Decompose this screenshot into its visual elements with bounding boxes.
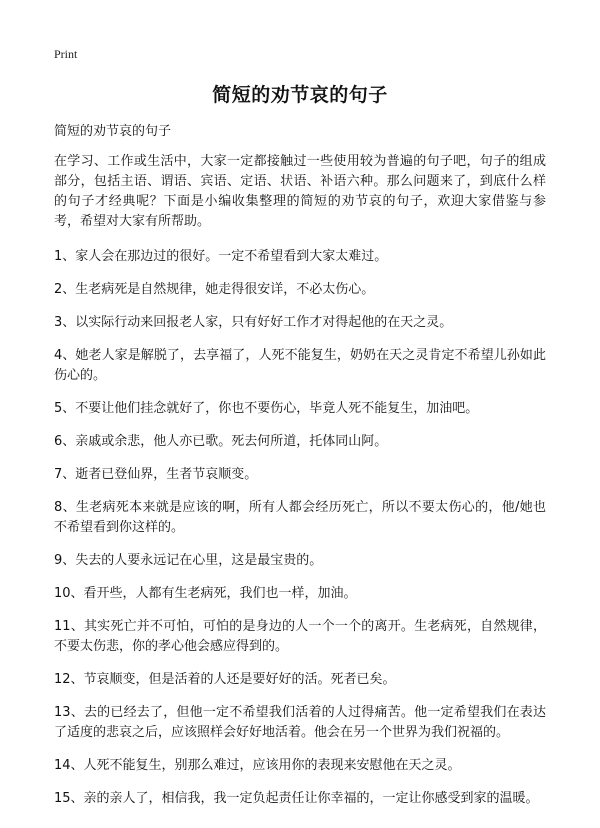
list-item: 4、她老人家是解脱了，去享福了，人死不能复生，奶奶在天之灵肯定不希望儿孙如此伤心的。 bbox=[54, 348, 546, 383]
article-body bbox=[54, 152, 546, 822]
page-title: 简短的劝节哀的句子 bbox=[212, 84, 388, 106]
list-item: 2、生老病死是自然规律，她走得很安详，不必太伤心。 bbox=[54, 282, 375, 297]
list-item: 3、以实际行动来回报老人家，只有好好工作才对得起他的在天之灵。 bbox=[54, 315, 453, 330]
list-item: 8、生老病死本来就是应该的啊，所有人都会经历死亡，所以不要太伤心的，他/她也不希望看到你这样的。 bbox=[54, 500, 546, 535]
intro-paragraph: 在学习、工作或生活中，大家一定都接触过一些使用较为普遍的句子吧，句子的组成部分，包括主语、谓语、宾语、定语、状语、补语六种。那么问题来了，到底什么样的句子才经典呢？下面是小编收集整理的简短的劝节哀的句子，欢迎大家借鉴与参考，希望对大家有所帮助。 bbox=[54, 154, 546, 229]
list-item: 6、亲戚或余悲，他人亦已歌。死去何所道，托体同山阿。 bbox=[54, 434, 388, 449]
list-item: 5、不要让他们挂念就好了，你也不要伤心，毕竟人死不能复生，加油吧。 bbox=[54, 401, 479, 416]
section-subtitle: 简短的劝节哀的句子 bbox=[54, 124, 172, 139]
list-item: 9、失去的人要永远记在心里，这是最宝贵的。 bbox=[54, 553, 323, 568]
list-item: 7、逝者已登仙界，生者节哀顺变。 bbox=[54, 467, 258, 482]
list-item: 15、亲的亲人了，相信我，我一定负起责任让你幸福的，一定让你感受到家的温暖。 bbox=[54, 791, 539, 806]
list-item: 12、节哀顺变，但是活着的人还是要好好的活。死者已矣。 bbox=[54, 672, 396, 687]
list-item: 10、看开些，人都有生老病死，我们也一样，加油。 bbox=[54, 586, 357, 601]
list-item: 1、家人会在那边过的很好。一定不希望看到大家太难过。 bbox=[54, 249, 388, 264]
list-item: 13、去的已经去了，但他一定不希望我们活着的人过得痛苦。他一定希望我们在表达了适度的悲哀之后，应该照样会好好地活着。他会在另一个世界为我们祝福的。 bbox=[54, 705, 546, 740]
list-item: 14、人死不能复生，别那么难过，应该用你的表现来安慰他在天之灵。 bbox=[54, 758, 461, 773]
print-link[interactable]: Print bbox=[54, 47, 78, 61]
list-item: 11、其实死亡并不可怕，可怕的是身边的人一个一个的离开。生老病死，自然规律，不要太伤悲，你的孝心他会感应得到的。 bbox=[54, 619, 546, 654]
